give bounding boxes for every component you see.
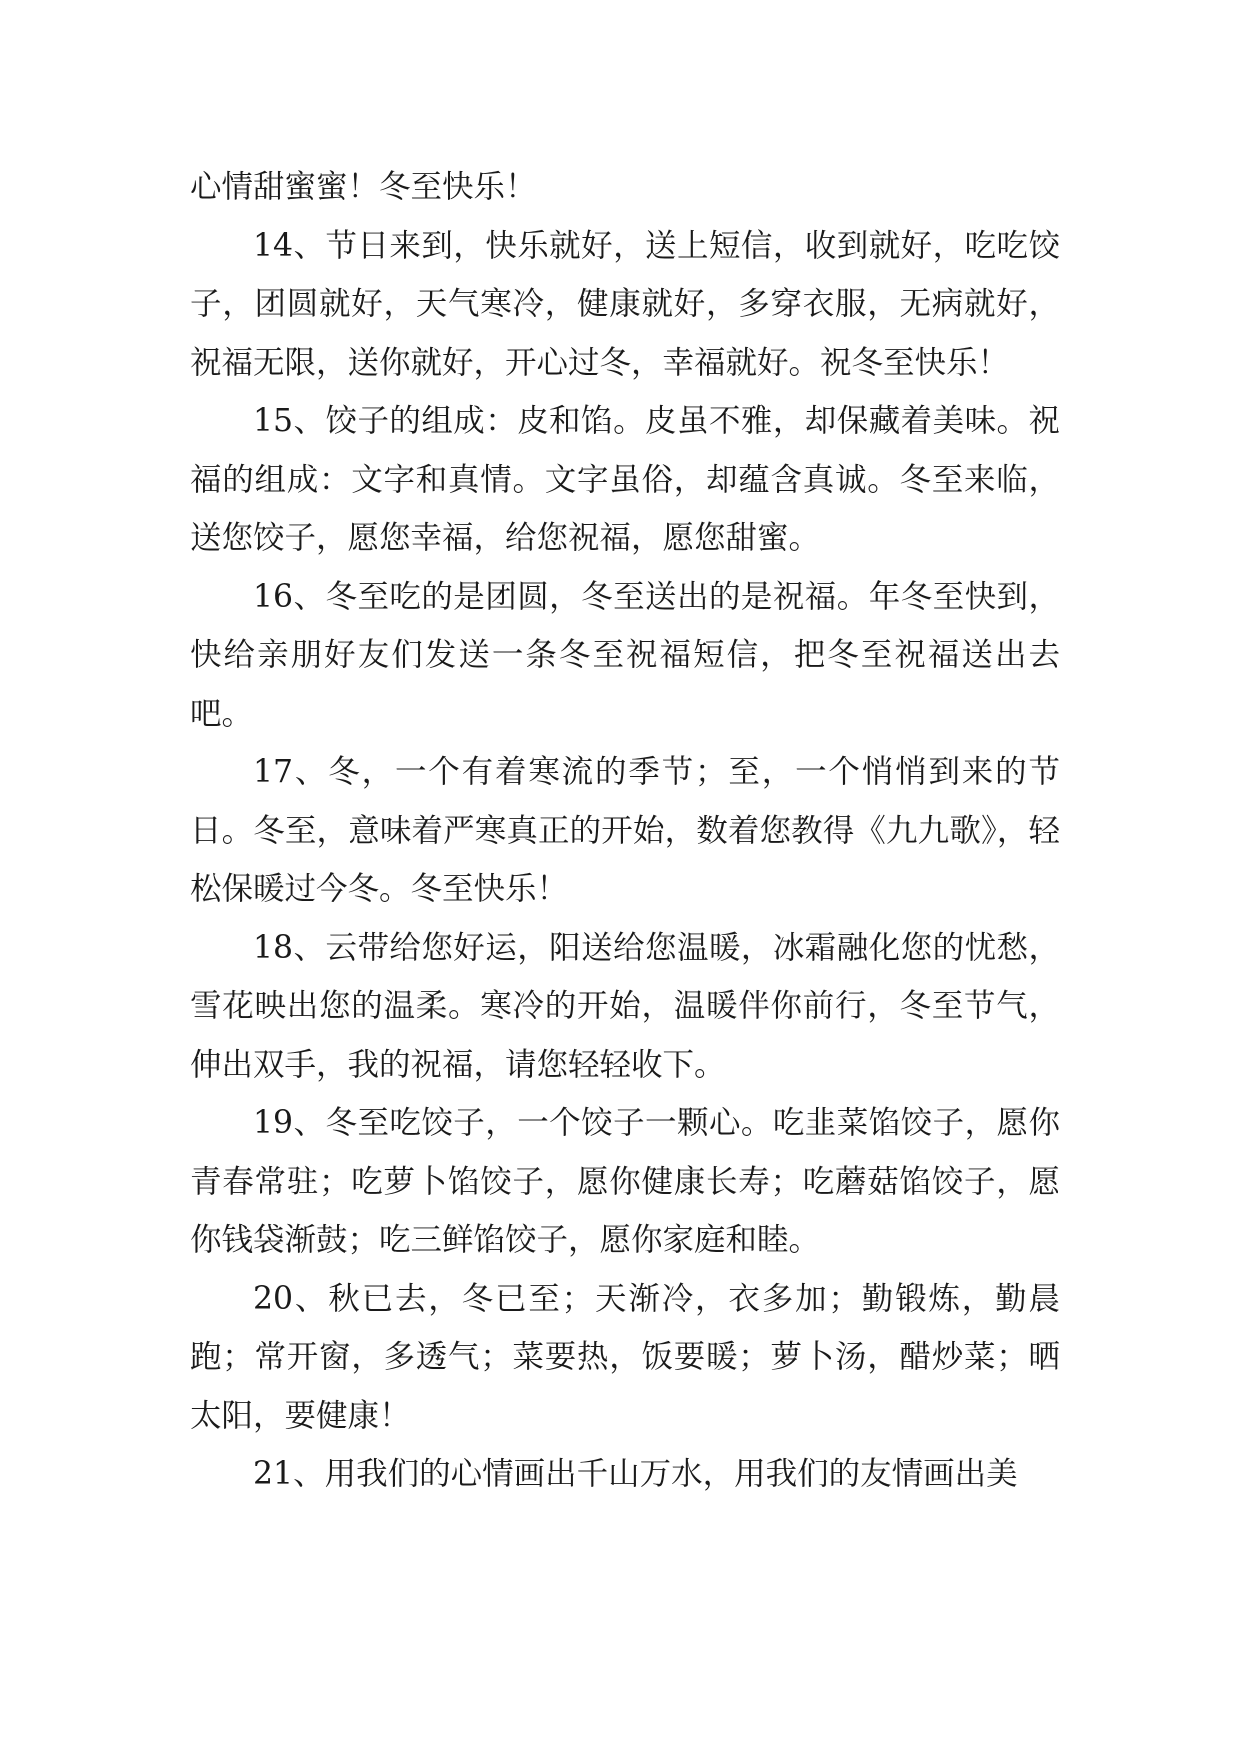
paragraph-15: 15、饺子的组成：皮和馅。皮虽不雅，却保藏着美味。祝福的组成：文字和真情。文字虽俗，却蕴含真诚。冬至来临，送您饺子，愿您幸福，给您祝福，愿您甜蜜。 xyxy=(190,403,1060,556)
paragraph-continuation: 心情甜蜜蜜！冬至快乐！ xyxy=(190,169,537,205)
paragraph-18: 18、云带给您好运，阳送给您温暖，冰霜融化您的忧愁，雪花映出您的温柔。寒冷的开始，温暖伴你前行，冬至节气，伸出双手，我的祝福，请您轻轻收下。 xyxy=(190,929,1060,1083)
paragraph-19: 19、冬至吃饺子，一个饺子一颗心。吃韭菜馅饺子，愿你青春常驻；吃萝卜馅饺子，愿你健康长寿；吃蘑菇馅饺子，愿你钱袋渐鼓；吃三鲜馅饺子，愿你家庭和睦。 xyxy=(190,1105,1060,1258)
paragraph-17: 17、冬，一个有着寒流的季节；至，一个悄悄到来的节日。冬至，意味着严寒真正的开始，数着您教得《九九歌》，轻松保暖过今冬。冬至快乐！ xyxy=(190,754,1060,907)
paragraph-21: 21、用我们的心情画出千山万水，用我们的友情画出美 xyxy=(253,1456,1018,1492)
document-body xyxy=(190,158,1060,1504)
paragraph-20: 20、秋已去，冬已至；天渐冷，衣多加；勤锻炼，勤晨跑；常开窗，多透气；菜要热，饭要暖；萝卜汤，醋炒菜；晒太阳，要健康！ xyxy=(190,1280,1060,1434)
paragraph-16: 16、冬至吃的是团圆，冬至送出的是祝福。年冬至快到，快给亲朋好友们发送一条冬至祝福短信，把冬至祝福送出去吧。 xyxy=(190,578,1060,732)
paragraph-14: 14、节日来到，快乐就好，送上短信，收到就好，吃吃饺子，团圆就好，天气寒冷，健康就好，多穿衣服，无病就好，祝福无限，送你就好，开心过冬，幸福就好。祝冬至快乐！ xyxy=(190,227,1060,381)
